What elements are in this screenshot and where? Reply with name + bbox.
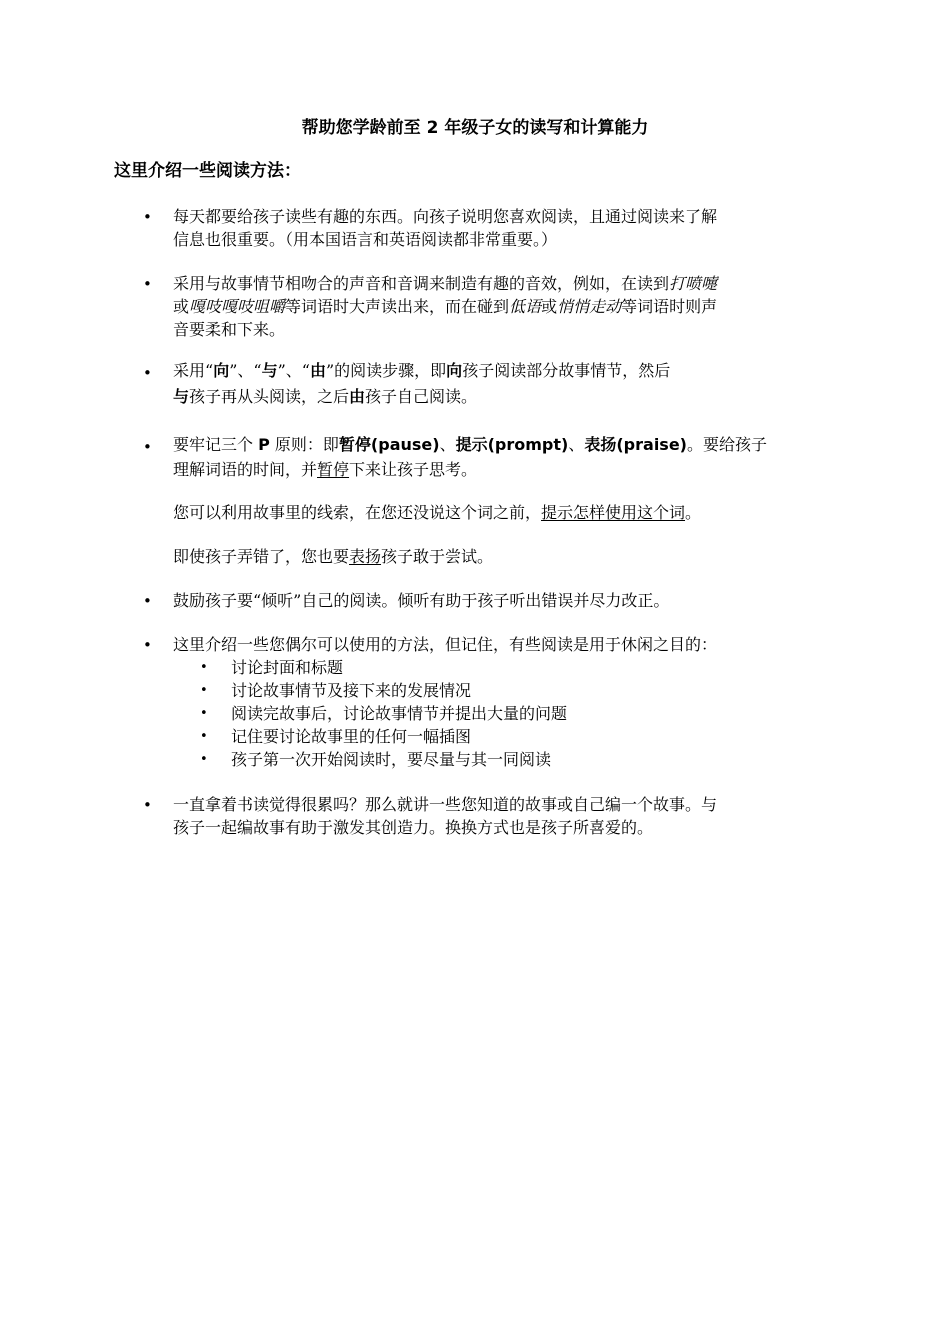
text-line: 每天都要给孩子读些有趣的东西。向孩子说明您喜欢阅读，且通过阅读来了解 bbox=[173, 207, 718, 226]
text: 采用与故事情节相吻合的声音和音调来制造有趣的音效，例如，在读到 bbox=[173, 274, 670, 293]
bold-term: 与 bbox=[261, 361, 278, 380]
text: 即使孩子弄错了，您也要 bbox=[173, 547, 350, 566]
text-line: 音要柔和下来。 bbox=[173, 320, 286, 339]
bullet-icon: • bbox=[143, 592, 152, 610]
sub-bullet-icon: • bbox=[200, 660, 208, 675]
text: 孩子自己阅读。 bbox=[365, 387, 478, 406]
bold-term: 由 bbox=[309, 361, 326, 380]
text: 孩子敢于尝试。 bbox=[381, 547, 494, 566]
list-item: 孩子第一次开始阅读时，要尽量与其一同阅读 bbox=[231, 750, 552, 769]
bullet-icon: • bbox=[143, 275, 152, 293]
sub-bullet-icon: • bbox=[200, 729, 208, 744]
bold-term: 提示(prompt) bbox=[455, 435, 569, 454]
bullet-icon: • bbox=[143, 796, 152, 814]
text-line bbox=[173, 501, 835, 524]
list-item: 讨论故事情节及接下来的发展情况 bbox=[231, 681, 472, 700]
text: 采用“ bbox=[173, 361, 214, 380]
paragraph-three-p bbox=[173, 433, 835, 481]
text: 您可以利用故事里的线索，在您还没说这个词之前， bbox=[173, 503, 542, 522]
text: 、 bbox=[439, 435, 456, 454]
paragraph-prompt bbox=[173, 501, 835, 524]
text-line bbox=[173, 385, 835, 408]
italic-term: 悄悄走动 bbox=[557, 297, 622, 316]
paragraph-occasional-methods bbox=[173, 633, 835, 656]
bold-term: 与 bbox=[173, 387, 190, 406]
text-line bbox=[173, 545, 835, 568]
text: ”、“ bbox=[229, 361, 262, 380]
text: 理解词语的时间，并 bbox=[173, 460, 318, 479]
text-line bbox=[173, 272, 835, 295]
section-heading: 这里介绍一些阅读方法： bbox=[114, 161, 301, 181]
bullet-icon: • bbox=[143, 208, 152, 226]
text: 等词语时大声读出来，而在碰到 bbox=[285, 297, 510, 316]
text: 孩子再从头阅读，之后 bbox=[189, 387, 350, 406]
text-line: 鼓励孩子要“倾听”自己的阅读。倾听有助于孩子听出错误并尽力改正。 bbox=[173, 591, 670, 610]
text-line: 这里介绍一些您偶尔可以使用的方法，但记住，有些阅读是用于休闲之目的： bbox=[173, 635, 718, 654]
text-line bbox=[173, 359, 835, 385]
bullet-icon: • bbox=[143, 364, 152, 382]
text-line: 一直拿着书读觉得很累吗？那么就讲一些您知道的故事或自己编一个故事。与 bbox=[173, 795, 718, 814]
bold-term: 暂停(pause) bbox=[338, 435, 440, 454]
italic-term: 低语 bbox=[509, 297, 542, 316]
text-line bbox=[173, 433, 835, 458]
document-title: 帮助您学龄前至 2 年级子女的读写和计算能力 bbox=[301, 118, 649, 138]
bold-term: 由 bbox=[349, 387, 366, 406]
text-line: 孩子一起编故事有助于激发其创造力。换换方式也是孩子所喜爱的。 bbox=[173, 818, 654, 837]
text: ”、“ bbox=[277, 361, 310, 380]
text: ”的阅读步骤，即 bbox=[325, 361, 447, 380]
bold-term: P bbox=[258, 435, 270, 454]
paragraph-reading-steps bbox=[173, 359, 835, 408]
text: 或 bbox=[173, 297, 190, 316]
text: 。要给孩子 bbox=[687, 435, 768, 454]
text-line bbox=[173, 295, 835, 318]
bold-term: 表扬(praise) bbox=[584, 435, 687, 454]
text: 下来让孩子思考。 bbox=[349, 460, 478, 479]
italic-term: 嘎吱嘎吱咀嚼 bbox=[189, 297, 286, 316]
text: 原则：即 bbox=[269, 435, 339, 454]
list-item: 讨论封面和标题 bbox=[231, 658, 344, 677]
sub-bullet-icon: • bbox=[200, 683, 208, 698]
text: 。 bbox=[685, 503, 702, 522]
text: 等词语时则声 bbox=[621, 297, 718, 316]
text: 要牢记三个 bbox=[173, 435, 259, 454]
bullet-icon: • bbox=[143, 438, 152, 456]
text: 、 bbox=[568, 435, 585, 454]
underlined-term: 表扬 bbox=[349, 547, 382, 566]
italic-term: 打喷嚏 bbox=[669, 274, 718, 293]
paragraph-daily-reading bbox=[173, 205, 835, 251]
text: 或 bbox=[541, 297, 558, 316]
bullet-icon: • bbox=[143, 636, 152, 654]
paragraph-storytelling bbox=[173, 793, 835, 839]
sub-bullet-icon: • bbox=[200, 752, 208, 767]
bold-term: 向 bbox=[213, 361, 230, 380]
text-line: 信息也很重要。（用本国语言和英语阅读都非常重要。） bbox=[173, 230, 558, 249]
list-item: 阅读完故事后，讨论故事情节并提出大量的问题 bbox=[231, 704, 568, 723]
list-item: 记住要讨论故事里的任何一幅插图 bbox=[231, 727, 472, 746]
underlined-term: 提示怎样使用这个词 bbox=[541, 503, 686, 522]
sub-bullet-icon: • bbox=[200, 706, 208, 721]
text: 孩子阅读部分故事情节，然后 bbox=[462, 361, 671, 380]
paragraph-sound-effects bbox=[173, 272, 835, 341]
text-line bbox=[173, 458, 835, 481]
underlined-term: 暂停 bbox=[317, 460, 350, 479]
paragraph-praise bbox=[173, 545, 835, 568]
paragraph-listening bbox=[173, 589, 835, 612]
bold-term: 向 bbox=[446, 361, 463, 380]
